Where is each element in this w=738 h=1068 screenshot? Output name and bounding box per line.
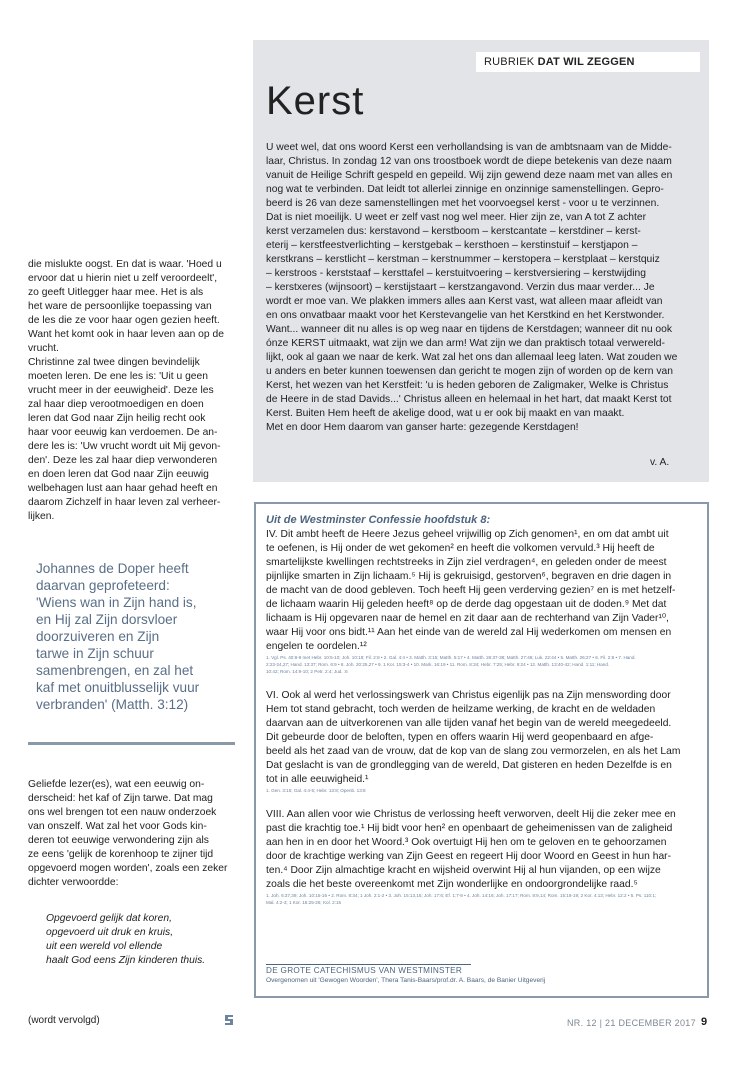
- westminster-para-iv: [266, 528, 696, 654]
- rubriek-label: [476, 52, 700, 72]
- text-line: het ware de persoonlijke toepassing van: [28, 301, 212, 312]
- text-line: den'. Deze les zal haar diep verwonderen: [28, 455, 218, 466]
- footnote-line: Mal. 4:2-3; 1 Kor. 15:25-26; Kol. 2:15: [266, 900, 342, 905]
- body-line: Want... wanneer dit nu alles is op weg naar en tijdens de Kerstdagen; wanneer dit nu ook: [266, 324, 673, 335]
- body-line: beerd is 26 van deze samenstellingen met het voorvoegsel kerst - voor u te verzinnen.: [266, 198, 660, 209]
- body-line: U weet wel, dat ons woord Kerst een verhollandsing is van de ambtsnaam van de Midde-: [266, 142, 672, 153]
- text-line: moeten leren. De ene les is: 'Uit u geen: [28, 371, 208, 382]
- end-mark-icon: [224, 1014, 234, 1026]
- page-number: 9: [701, 1016, 708, 1028]
- para-line: te oefenen, is Hij onder de wet gekomen² en heeft die volkomen vervuld.³ Hij heeft de: [266, 543, 655, 554]
- quote-line: daarvan geprofeteerd:: [36, 578, 170, 593]
- footnote-line: 10:42; Rom. 14:9-10; 2 Petr. 2:4; Jud. :6: [266, 669, 348, 674]
- body-line: ónze KERST uitmaakt, wat zijn we dan arm! Wat zijn we dan praktisch totaal verwereld-: [266, 338, 665, 349]
- text-line: ons wel brengen tot een nauw onderzoek: [28, 807, 217, 818]
- quote-line: Johannes de Doper heeft: [36, 561, 189, 576]
- text-line: zal haar diep verootmoedigen en doen: [28, 399, 204, 410]
- para-line: Dit gebeurde door de beloften, typen en offers waarin Hij werd geopenbaard en afge-: [266, 732, 654, 743]
- para-line: VI. Ook al werd het verlossingswerk van Christus eigenlijk pas na Zijn menswording door: [266, 690, 671, 701]
- para-line: waar Hij voor ons bidt.¹¹ Aan het einde van de wereld zal Hij wederkomen om mensen en: [266, 627, 672, 638]
- poem-line: opgevoerd uit druk en kruis,: [46, 927, 174, 938]
- text-line: ervoor dat u hierin niet u zelf veroordeelt',: [28, 273, 218, 284]
- text-line: dichter verwoordde:: [28, 877, 119, 888]
- poem-line: Opgevoerd gelijk dat koren,: [46, 913, 172, 924]
- text-line: van onszelf. Wat zal het voor Gods kin-: [28, 821, 207, 832]
- text-line: Geliefde lezer(es), wat een eeuwig on-: [28, 779, 205, 790]
- text-line: die mislukte oogst. En dat is waar. 'Hoed u: [28, 259, 222, 270]
- body-line: Met en door Hem daarom van ganser harte: gezegende Kerstdagen!: [266, 422, 579, 433]
- body-line: u anders en beter kunnen toewensen dan gericht te mogen zijn of worden op de kern van: [266, 366, 673, 377]
- article-title: Kerst: [266, 79, 365, 123]
- text-line: deren tot eeuwige verwondering zijn als: [28, 835, 209, 846]
- para-line: aan hen in en door het Woord.³ Ook overtuigt Hij hen om te geloven en te gehoorzamen: [266, 837, 667, 848]
- body-line: kerst verzamelen dus: kerstavond – kerstboom – kerstcantate – kerstdiner – kerst-: [266, 226, 641, 237]
- left-column-text-bottom: [28, 778, 238, 890]
- para-line: lichaam is Hij opgevaren naar de hemel en zit daar aan de rechterhand van Zijn Vader¹⁰,: [266, 613, 669, 624]
- quote-line: kaf met onuitblusselijk vuur: [36, 680, 200, 695]
- text-line: derscheid: het kaf of Zijn tarwe. Dat mag: [28, 793, 213, 804]
- westminster-para-viii: [266, 808, 696, 892]
- body-line: eterij – kerstfeestverlichting – kerstgebak – kersthoen – kerstinstuif – kerstjapon –: [266, 240, 638, 251]
- body-line: wordt er moe van. We plakken immers alles aan Kerst vast, wat alleen maar afleidt van: [266, 296, 663, 307]
- body-line: lijkt, ook al gaan we naar de kerk. Wat zal het ons dan allemaal leeg laten. Wat zouden we: [266, 352, 678, 363]
- left-column-text: [28, 258, 238, 524]
- text-line: leren dat God naar Zijn heilig recht ook: [28, 413, 206, 424]
- pull-quote-rule: [28, 742, 235, 745]
- body-line: kerstkrans – kerstlicht – kerstman – kerstnummer – kerstopera – kerstplaat – kerstquiz: [266, 254, 660, 265]
- para-line: ten.⁴ Door Zijn almachtige kracht en wijsheid overwint Hij al hun vijanden, op een wijze: [266, 865, 661, 876]
- text-line: Want het komt ook in haar leven aan op de: [28, 329, 224, 340]
- poem-line: haalt God eens Zijn kinderen thuis.: [46, 955, 206, 966]
- text-line: de les die ze voor haar ogen gezien heeft.: [28, 315, 220, 326]
- text-line: vrucht meer in der eeuwigheid'. Deze les: [28, 385, 214, 396]
- pull-quote-text: [28, 556, 234, 713]
- footnote-line: 1. Gen. 3:15; Gal. 4:4-5; Hebr. 13:8; Openb. 13:8: [266, 788, 366, 793]
- body-line: vanuit de Heilige Schrift gespeld en gepeild. Wij zijn gewend deze naam met van alles en: [266, 170, 673, 181]
- footnotes-iv: [266, 654, 696, 675]
- quote-line: doorzuiveren en Zijn: [36, 629, 160, 644]
- text-line: lijken.: [28, 511, 55, 522]
- para-line: past die krachtig toe.¹ Hij bidt voor hen² en openbaart de geheimenissen van de zaligheid: [266, 823, 673, 834]
- text-line: en doen leren dat God naar Zijn eeuwig: [28, 469, 209, 480]
- para-line: IV. Dit ambt heeft de Heere Jezus geheel vrijwillig op Zich genomen¹, en om dat ambt uit: [266, 529, 669, 540]
- footnotes-vi: [266, 787, 696, 794]
- para-line: pijnlijke smarten in Zijn lichaam.⁵ Hij is gekruisigd, gestorven⁶, begraven en drie dagen in: [266, 571, 672, 582]
- para-line: beeld als het zaad van de vrouw, dat de kop van de slang zou vermorzelen, en als het Lam: [266, 746, 681, 757]
- kerst-article-body: [266, 141, 692, 435]
- para-line: door de krachtige werking van Zijn Geest en regeert Hij door Woord en Geest in hun har-: [266, 851, 672, 862]
- para-line: de macht van de dood gebleven. Toch heeft Hij geen verderving gezien⁷ en is met hetzelf-: [266, 585, 676, 596]
- para-line: tot in alle eeuwigheid.¹: [266, 774, 369, 785]
- para-line: Dat geslacht is van de grondlegging van de wereld, Dat gisteren en heden Dezelfde is en: [266, 760, 672, 771]
- source-title: DE GROTE CATECHISMUS VAN WESTMINSTER: [266, 966, 463, 975]
- para-line: zoals die het beste overeenkomt met Zijn wonderlijke en ondoorgrondelijke raad.⁵: [266, 879, 638, 890]
- text-line: vrucht.: [28, 343, 59, 354]
- body-line: Kerst. Buiten Hem heeft de akelige dood, wat u er ook bij maakt en van maakt.: [266, 408, 625, 419]
- poem-line: uit een wereld vol ellende: [46, 941, 163, 952]
- footnote-line: 2:23-24,27; Hand. 13:37; Rom. 6:9 • 8. Joh. 20:25,27 • 9. 1 Kor. 15:3-4 • 10. Mark. 16:19 • 11. Rom. 8:34; Hebr. 7:25; Hebr. 9:24 • 12. Matth. 13:40-42; Hand. 1:11; Hand.: [266, 662, 610, 667]
- quote-line: 'Wiens wan in Zijn hand is,: [36, 595, 197, 610]
- text-line: welbehagen lust aan haar gehad heeft en: [28, 483, 218, 494]
- para-line: Hem tot stand gebracht, toch werden de heilzame werking, de kracht en de weldaden: [266, 704, 656, 715]
- para-line: de lichaam waarin Hij geleden heeft⁸ op de derde dag opgestaan uit de doden.⁹ Met dat: [266, 599, 667, 610]
- text-line: zo geeft Uitlegger haar mee. Het is als: [28, 287, 204, 298]
- article-signature: v. A.: [650, 457, 670, 468]
- westminster-para-vi: [266, 689, 696, 787]
- quote-line: en Hij zal Zijn dorsvloer: [36, 612, 178, 627]
- para-line: smartelijkste kwellingen rechtstreeks in Zijn ziel verdragen⁴, en geleden onder de meest: [266, 557, 667, 568]
- body-line: de Heere in de stad Davids...' Christus alleen en helemaal in het hart, dat maakt Kerst tot: [266, 394, 672, 405]
- body-line: laar, Christus. In zondag 12 van ons troostboek wordt de diepe betekenis van deze naam: [266, 156, 672, 167]
- footnote-line: 1. Joh. 6:37,39; Joh. 10:15-16 • 2. Rom. 8:34; 1 Joh. 2:1-2 • 3. Joh. 15:13,15; Joh. 17:6; Ef. 1:7-9 • 4. Joh. 14:16; Joh. 17:17; Rom. 8:9,14; Rom. 15:18-19; 2 Kor. 4:13; Hebr. 12:2 • 5. Ps. 110:1;: [266, 893, 657, 898]
- rubriek-prefix: RUBRIEK: [484, 56, 535, 68]
- text-line: haar voor eeuwig kan verdoemen. De an-: [28, 427, 218, 438]
- para-line: daarvan aan de uitverkorenen van alle tijden vanaf het begin van de wereld meegedeeld.: [266, 718, 672, 729]
- continued-note: (wordt vervolgd): [28, 1015, 100, 1026]
- text-line: dere les is: 'Uw vrucht wordt uit Mij gevon-: [28, 441, 221, 452]
- text-line: daarom Zichzelf in haar leven zal verheer-: [28, 497, 221, 508]
- footnote-line: 1. Vgl. Ps. 40:8-9 met Hebr. 10:5-10; Joh. 10:18; Fil. 2:8 • 2. Gal. 4:4 • 3. Matth. 3:15; Matth. 5:17 • 4. Matth. 26:37-38; Matth. 27:46; Luk. 22:44 • 5. Matth. 26:27 • 6. Fil. 2:8 • 7. Hand.: [266, 655, 636, 660]
- source-credit: Overgenomen uit 'Gewogen Woorden', Thera Tanis-Baars/prof.dr. A. Baars, de Banier Uitgeverij: [266, 977, 546, 984]
- body-line: nog wat te verbinden. Dat leidt tot allerlei zinnige en onzinnige samenstellingen. Gepro-: [266, 184, 664, 195]
- end-mark-icon: [224, 1013, 234, 1025]
- body-line: en ons onvatbaar maakt voor het Kerstevangelie van het Kerstkind en het Kerstwonder.: [266, 310, 665, 321]
- text-line: Christinne zal twee dingen bevindelijk: [28, 357, 200, 368]
- body-line: – kerstxeres (wijnsoort) – kerstijstaart – kerstzangavond. Verzin dus maar verder... Je: [266, 282, 655, 293]
- footnotes-viii: [266, 892, 696, 906]
- body-line: – kerstroos - kerststaaf – kersttafel – kerstuitvoering – kerstversiering – kerstwijding: [266, 268, 646, 279]
- poem: [46, 912, 246, 968]
- quote-line: verbranden' (Matth. 3:12): [36, 697, 189, 712]
- text-line: ze eens 'gelijk de korenhoop te zijner tijd: [28, 849, 214, 860]
- quote-line: samenbrengen, en zal het: [36, 663, 194, 678]
- body-line: Dat is niet moeilijk. U weet er zelf vast nog wel meer. Hier zijn ze, van A tot Z achter: [266, 212, 646, 223]
- issue-date: NR. 12 | 21 DECEMBER 2017: [567, 1018, 696, 1028]
- body-line: Kerst, het wezen van het Kerstfeit: 'u is heden geboren de Zaligmaker, Welke is Christus: [266, 380, 669, 391]
- westminster-content: [266, 512, 696, 920]
- source-rule: [266, 964, 471, 965]
- rubriek-name: DAT WIL ZEGGEN: [537, 56, 635, 68]
- pull-quote: [28, 556, 234, 713]
- text-line: opgevoerd mogen worden', zoals een zeker: [28, 863, 228, 874]
- para-line: engelen te oordelen.¹²: [266, 641, 367, 652]
- quote-line: tarwe in Zijn schuur: [36, 646, 154, 661]
- para-line: VIII. Aan allen voor wie Christus de verlossing heeft verworven, deelt Hij die zeker mee en: [266, 809, 676, 820]
- westminster-title: Uit de Westminster Confessie hoofdstuk 8:: [266, 514, 491, 526]
